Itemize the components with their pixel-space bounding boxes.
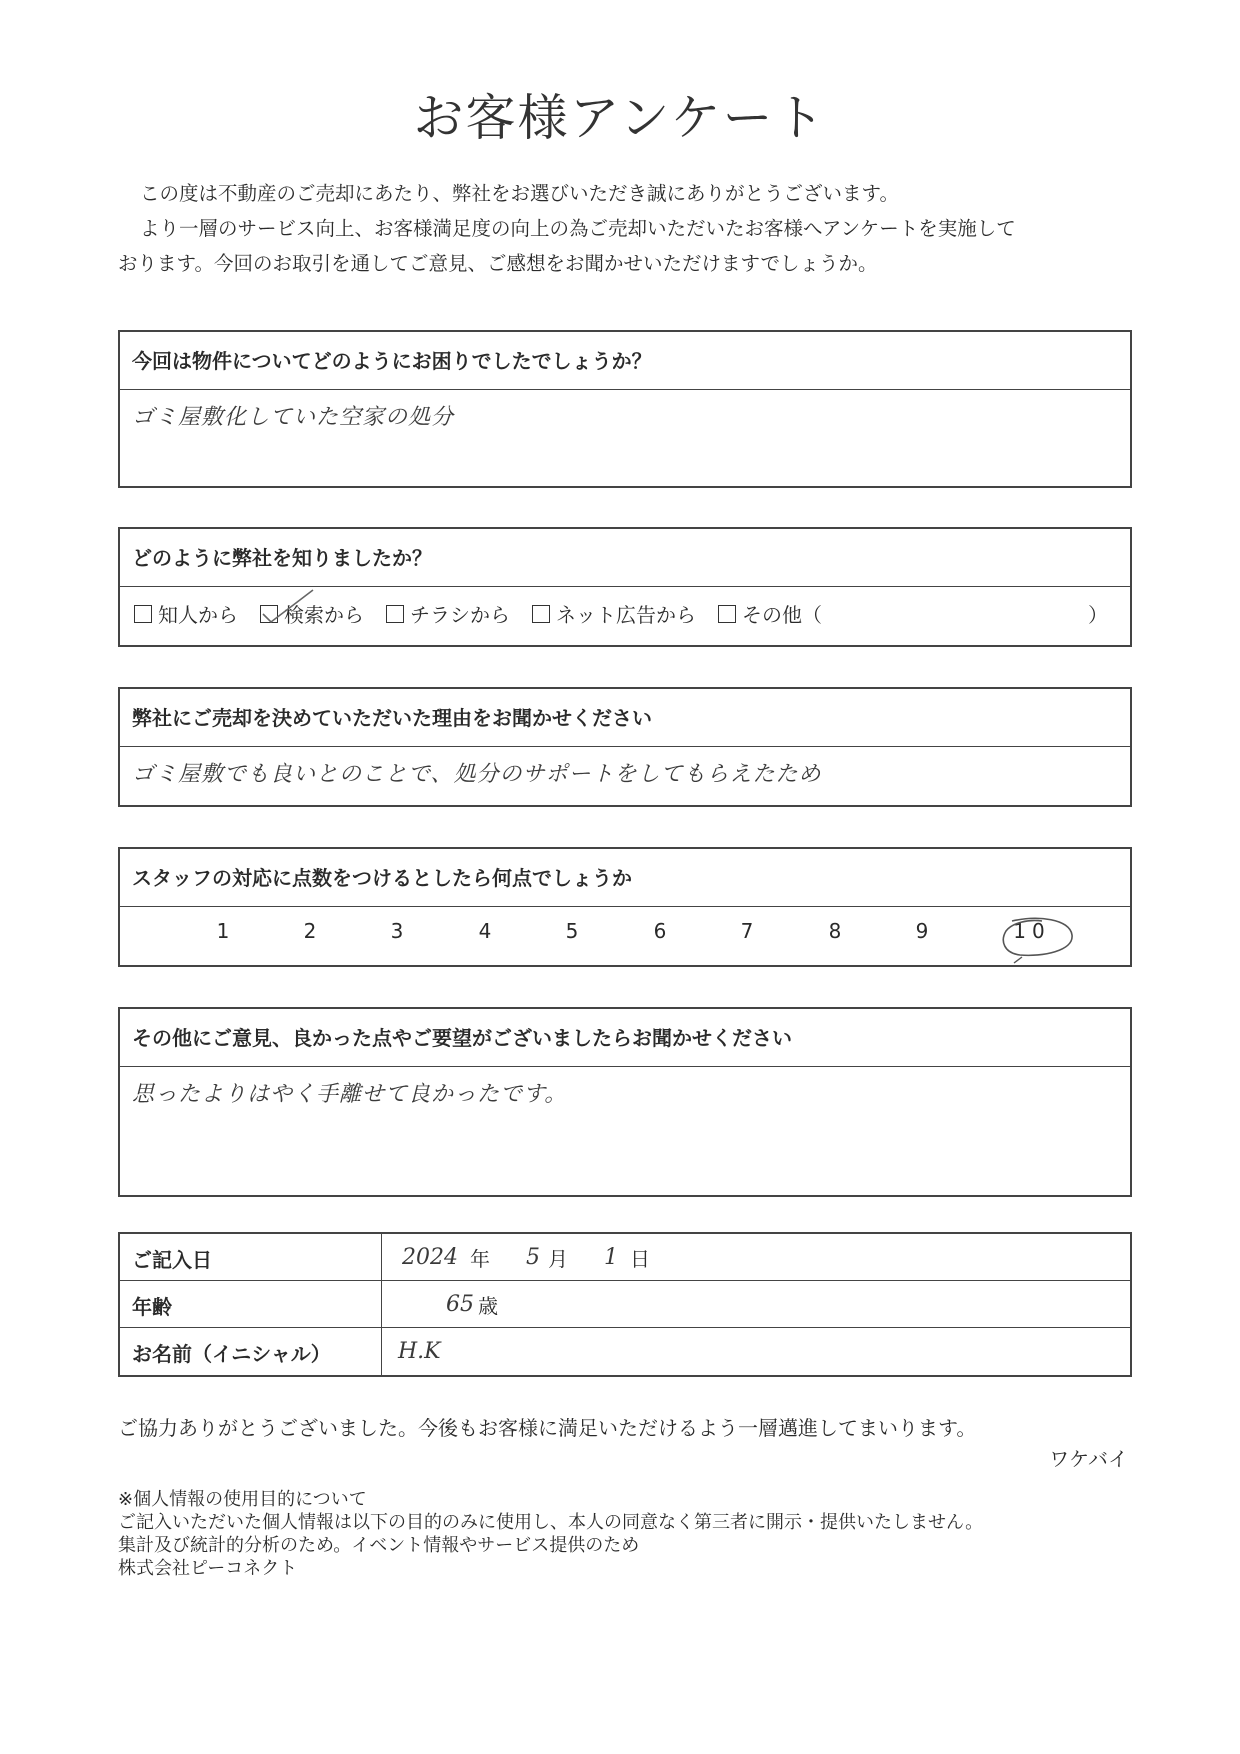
thanks-message: ご協力ありがとうございました。今後もお客様に満足いただけるよう一層邁進してまいります。 bbox=[118, 1416, 977, 1440]
question-3-box bbox=[118, 687, 1132, 807]
question-5-box bbox=[118, 1007, 1132, 1197]
date-row bbox=[120, 1234, 1130, 1281]
option-other[interactable] bbox=[718, 599, 822, 628]
option-web-ad[interactable] bbox=[532, 599, 696, 628]
check-mark-icon bbox=[261, 588, 321, 624]
score-scale bbox=[120, 907, 1130, 963]
option-search[interactable] bbox=[260, 599, 364, 628]
score-8[interactable]: 8 bbox=[828, 919, 842, 943]
checkbox-other[interactable] bbox=[718, 605, 736, 623]
score-4[interactable]: 4 bbox=[478, 919, 492, 943]
date-month-unit: 月 bbox=[548, 1246, 568, 1271]
date-day-unit: 日 bbox=[630, 1246, 650, 1271]
date-year: 2024 bbox=[402, 1244, 458, 1270]
score-2[interactable]: 2 bbox=[303, 919, 317, 943]
date-label: ご記入日 bbox=[120, 1234, 382, 1280]
option-label: その他（ bbox=[742, 603, 822, 627]
score-3[interactable]: 3 bbox=[390, 919, 404, 943]
privacy-company: 株式会社ピーコネクト bbox=[118, 1558, 298, 1579]
source-options bbox=[120, 587, 1130, 640]
intro-line-2: より一層のサービス向上、お客様満足度の向上の為ご売却いただいたお客様へアンケートを実施して bbox=[140, 217, 1016, 240]
option-acquaintance[interactable] bbox=[134, 599, 238, 628]
date-day: 1 bbox=[604, 1244, 618, 1270]
score-9[interactable]: 9 bbox=[915, 919, 929, 943]
option-label: ネット広告から bbox=[556, 603, 696, 627]
intro-line-1: この度は不動産のご売却にあたり、弊社をお選びいただき誠にありがとうございます。 bbox=[140, 182, 899, 205]
age-number: 65 bbox=[446, 1291, 474, 1317]
privacy-line-1: ご記入いただいた個人情報は以下の目的のみに使用し、本人の同意なく第三者に開示・提供いたしません。 bbox=[118, 1512, 984, 1533]
privacy-notice bbox=[118, 1488, 983, 1580]
date-value[interactable] bbox=[382, 1234, 1130, 1280]
intro-line-3: おります。今回のお取引を通してご意見、ご感想をお聞かせいただけますでしょうか。 bbox=[118, 252, 878, 275]
name-value[interactable] bbox=[382, 1328, 1130, 1375]
age-label: 年齢 bbox=[120, 1281, 382, 1327]
checkbox-search[interactable] bbox=[260, 605, 278, 623]
question-3-answer[interactable]: ゴミ屋敷でも良いとのことで、処分のサポートをしてもらえたため bbox=[132, 762, 822, 787]
other-close-paren: ） bbox=[1088, 603, 1108, 627]
option-label: 検索から bbox=[284, 603, 364, 627]
question-2-label: どのように弊社を知りましたか？ bbox=[120, 529, 1130, 587]
score-10[interactable]: 10 bbox=[1013, 919, 1051, 943]
question-2-box bbox=[118, 527, 1132, 647]
date-month: 5 bbox=[526, 1244, 540, 1270]
score-5[interactable]: 5 bbox=[565, 919, 579, 943]
question-4-label: スタッフの対応に点数をつけるとしたら何点でしょうか bbox=[120, 849, 1130, 907]
question-1-label: 今回は物件についてどのようにお困りでしたでしょうか？ bbox=[120, 332, 1130, 390]
age-row bbox=[120, 1281, 1130, 1328]
checkbox-flyer[interactable] bbox=[386, 605, 404, 623]
name-label: お名前（イニシャル） bbox=[120, 1328, 382, 1375]
question-1-box bbox=[118, 330, 1132, 488]
option-label: 知人から bbox=[158, 603, 238, 627]
age-value[interactable] bbox=[382, 1281, 1130, 1327]
age-unit: 歳 bbox=[478, 1293, 498, 1318]
score-6[interactable]: 6 bbox=[653, 919, 667, 943]
privacy-heading: ※個人情報の使用目的について bbox=[118, 1489, 367, 1510]
question-4-box bbox=[118, 847, 1132, 967]
name-row bbox=[120, 1328, 1130, 1375]
company-name: ワケバイ bbox=[1049, 1447, 1128, 1471]
question-3-label: 弊社にご売却を決めていただいた理由をお聞かせください bbox=[120, 689, 1130, 747]
respondent-info-table bbox=[118, 1232, 1132, 1377]
date-year-unit: 年 bbox=[470, 1246, 490, 1271]
score-1[interactable]: 1 bbox=[216, 919, 230, 943]
name-initials: H.K bbox=[398, 1339, 441, 1364]
question-5-answer[interactable]: 思ったよりはやく手離せて良かったです。 bbox=[132, 1082, 568, 1107]
score-7[interactable]: 7 bbox=[740, 919, 754, 943]
selected-score-circle-icon bbox=[998, 913, 1078, 965]
option-label: チラシから bbox=[410, 603, 510, 627]
privacy-line-2: 集計及び統計的分析のため。イベント情報やサービス提供のため bbox=[118, 1535, 640, 1556]
option-flyer[interactable] bbox=[386, 599, 510, 628]
checkbox-web-ad[interactable] bbox=[532, 605, 550, 623]
question-1-answer[interactable]: ゴミ屋敷化していた空家の処分 bbox=[132, 405, 455, 430]
intro-text bbox=[118, 176, 1138, 281]
page-title: お客様アンケート bbox=[413, 89, 827, 147]
question-5-label: その他にご意見、良かった点やご要望がございましたらお聞かせください bbox=[120, 1009, 1130, 1067]
checkbox-acquaintance[interactable] bbox=[134, 605, 152, 623]
